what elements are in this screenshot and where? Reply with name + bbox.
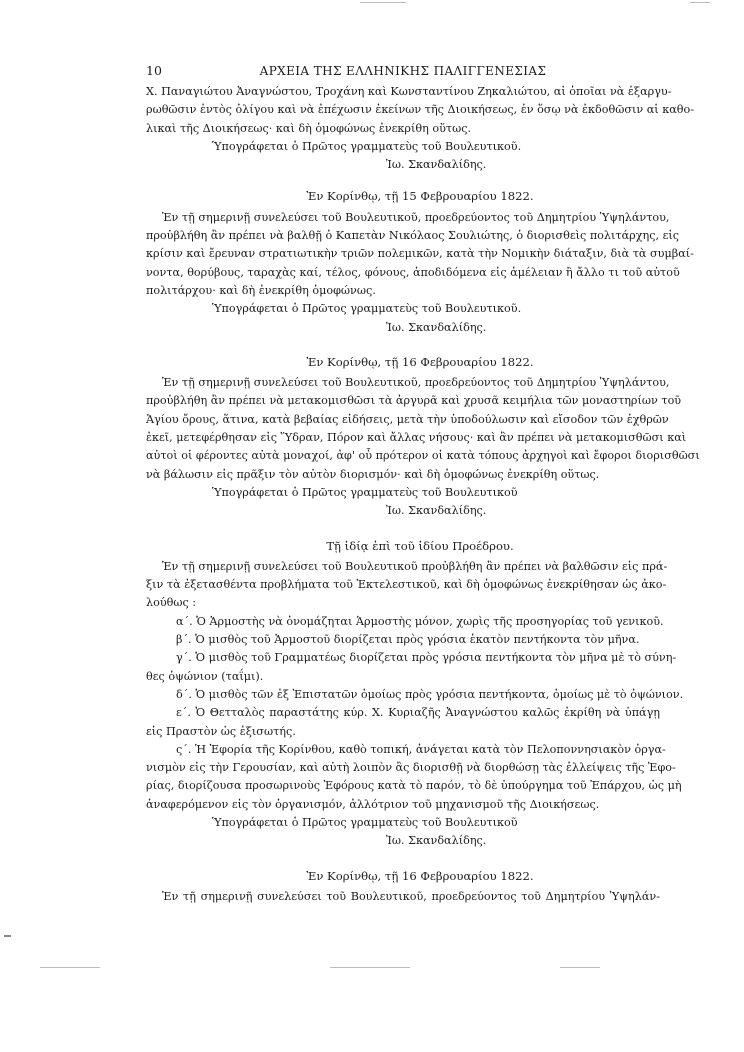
text-line: ξιν τὰ ἐξετασθέντα προβλήματα τοῦ Ἐκτελεστικοῦ, καὶ δὴ ὁμοφώνως ἐνεκρίθησαν ὡς ἀκο- (146, 578, 667, 592)
minute-date-heading: Ἐν Κορίνθῳ, τῇ 16 Φεβρουαρίου 1822. (306, 354, 534, 369)
signature-line: Ὑπογράφεται ὁ Πρῶτος γραμματεὺς τοῦ Βουλευτικοῦ. (212, 139, 522, 153)
signature-line: Ὑπογράφεται ὁ Πρῶτος γραμματεὺς τοῦ Βουλευτικοῦ (212, 815, 518, 829)
running-title: ΑΡΧΕΙΑ ΤΗΣ ΕΛΛΗΝΙΚΗΣ ΠΑΛΙΓΓΕΝΕΣΙΑΣ (259, 64, 547, 78)
scan-edge-mark-bottom-mid (330, 967, 410, 968)
signature-line: Ὑπογράφεται ὁ Πρῶτος γραμματεὺς τοῦ Βουλευτικοῦ. (212, 302, 522, 316)
text-line: Χ. Παναγιώτου Ἀναγνώστου, Τροχάνη καὶ Κωνσταντίνου Ζηκαλιώτου, αἱ ὁποῖαι νὰ ἐξαργυ- (146, 85, 672, 98)
scan-edge-mark-bottom-right (560, 967, 600, 968)
scan-edge-tick-left (4, 935, 11, 937)
signatory-name: Ἰω. Σκανδαλίδης. (386, 834, 487, 848)
minute-date-heading: Ἐν Κορίνθῳ, τῇ 16 Φεβρουαρίου 1822. (306, 868, 534, 883)
text-line: προὐβλήθη ἂν πρέπει νὰ μετακομισθῶσι τὰ ἀργυρᾶ καὶ χρυσᾶ κειμήλια τῶν μοναστηρίων τοῦ (146, 394, 682, 408)
minute-paragraph (146, 209, 694, 300)
text-line: Ἐν τῇ σημερινῇ συνελεύσει τοῦ Βουλευτικοῦ, προεδρεύοντος τοῦ Δημητρίου Ὑψηλάντου, (162, 376, 670, 390)
list-item-continuation: ρίας, διορίζουσα προσωρινοὺς Ἐφόρους κατὰ τὸ παρόν, τὸ δὲ ὑπούργημα τοῦ Ἐπάρχου, ὡς μὴ (146, 779, 682, 793)
document-page (146, 62, 700, 906)
text-line: νὰ βάλωσιν εἰς πρᾶξιν τὸν αὐτὸν διορισμόν· καὶ δὴ ὁμοφώνως ἐνεκρίθη οὕτως. (146, 467, 600, 481)
text-line: Ἐν τῇ σημερινῇ συνελεύσει τοῦ Βουλευτικοῦ, προεδρεύοντος τοῦ Δημητρίου Ὑψηλάντου, (162, 210, 670, 224)
text-line: ἐκεῖ, μετεφέρθησαν εἰς Ὕδραν, Πόρον καὶ ἄλλας νήσους· καὶ ἂν πρέπει νὰ μετακομισθῶσι καὶ (146, 431, 687, 445)
list-item: ε΄. Ὁ Θετταλὸς παραστάτης κύρ. Χ. Κυριαζῆς Ἀναγνώστου καλῶς ἐκρίθη νὰ ὑπάγῃ (176, 706, 660, 720)
list-item-continuation: εἰς Πραστὸν ὡς ἐξισωτής. (146, 724, 296, 738)
signatory-name: Ἰω. Σκανδαλίδης. (386, 320, 487, 334)
continued-paragraph (146, 83, 695, 138)
list-item: β΄. Ὁ μισθὸς τοῦ Ἁρμοστοῦ διορίζεται πρὸς γρόσια ἑκατὸν πεντήκοντα τὸν μῆνα. (176, 633, 640, 647)
text-line: πολιτάρχου· καὶ δὴ ἐνεκρίθη ὁμοφώνως. (146, 283, 376, 297)
text-line: προὐβλήθη ἂν πρέπει νὰ βαλθῇ ὁ Καπετὰν Νικόλαος Σουλιώτης, ὁ διορισθεὶς πολιτάρχης, εἰς (146, 229, 680, 243)
page-header (146, 62, 660, 82)
text-line: νοντα, θορύβους, ταραχὰς καί, τέλος, φόνους, ἀποδιδόμενα εἰς ἀμέλειαν ἢ ἄλλο τι τοῦ αὐτοῦ (146, 265, 680, 279)
minute-paragraph (146, 374, 700, 484)
page-number: 10 (146, 63, 162, 78)
signatory-name: Ἰω. Σκανδαλίδης. (386, 504, 487, 518)
signature-line: Ὑπογράφεται ὁ Πρῶτος γραμματεὺς τοῦ Βουλευτικοῦ (212, 485, 518, 499)
decision-list (146, 613, 684, 814)
text-line: αὐτοὶ οἱ φέροντες αὐτὰ μοναχοί, ἀφ' οὗ πρότερον οἱ κατὰ τόπους ἀρχηγοὶ καὶ ἔφοροι διορισθῶσι (146, 449, 700, 463)
list-item: γ΄. Ὁ μισθὸς τοῦ Γραμματέως διορίζεται πρὸς γρόσια πεντήκοντα τὸν μῆνα μὲ τὸ σύνη- (176, 651, 677, 665)
scan-edge-mark-top (360, 2, 406, 3)
list-item-continuation: θες ὀψώνιον (ταΐμι). (146, 669, 264, 683)
text-line: ρωθῶσιν ἐντὸς ὀλίγου καὶ νὰ ἐπέχωσιν ἐκείνων τῆς Διοικήσεως, ἐν ὅσῳ νὰ ἐκδοθῶσιν αἱ καθο- (146, 103, 695, 117)
list-item: ς΄. Ἡ Ἐφορία τῆς Κορίνθου, καθὸ τοπική, ἀνάγεται κατὰ τὸν Πελοποννησιακὸν ὀργα- (176, 742, 666, 756)
signatory-name: Ἰω. Σκανδαλίδης. (386, 158, 487, 172)
minute-paragraph (146, 558, 668, 613)
text-line: λούθως : (146, 596, 197, 610)
text-line: Ἐν τῇ σημερινῇ συνελεύσει τοῦ Βουλευτικοῦ προὐβλήθη ἂν πρέπει νὰ βαλθῶσιν εἰς πρά- (162, 559, 668, 573)
list-item-continuation: ἀναφερόμενον εἰς τὸν ὀργανισμόν, ἀλλότριον τοῦ μηχανισμοῦ τῆς Διοικήσεως. (146, 797, 600, 811)
scan-edge-mark-top-right (690, 2, 710, 3)
text-line: λικαὶ τῆς Διοικήσεως· καὶ δὴ ὁμοφώνως ἐνεκρίθη οὕτως. (146, 121, 472, 135)
list-item: δ΄. Ὁ μισθὸς τῶν ἐξ Ἐπιστατῶν ὁμοίως πρὸς γρόσια πεντήκοντα, ὁμοίως μὲ τὸ ὀψώνιον. (176, 687, 684, 701)
list-item: α΄. Ὁ Ἁρμοστὴς νὰ ὀνομάζηται Ἁρμοστὴς μόνον, χωρὶς τῆς προσηγορίας τοῦ γενικοῦ. (176, 614, 664, 628)
text-line: κρίσιν καὶ ἔρευναν στρατιωτικὴν τριῶν πολεμικῶν, κατὰ τὴν Νομικὴν διάταξιν, διὰ τὰ συμβαί- (146, 247, 694, 261)
text-line: Ἐν τῇ σημερινῇ συνελεύσει τοῦ Βουλευτικοῦ, προεδρεύοντος τοῦ Δημητρίου Ὑψηλάν- (162, 889, 660, 903)
text-line: Ἁγίου ὄρους, ἅτινα, κατὰ βεβαίας εἰδήσεις, μετὰ τὴν ὑποδούλωσιν καὶ εἴσοδον τῶν ἐχθρῶν (146, 412, 669, 426)
same-day-heading: Τῇ ἰδίᾳ ἐπὶ τοῦ ἰδίου Προέδρου. (326, 538, 514, 553)
scan-edge-mark-bottom-left (40, 967, 100, 968)
list-item-continuation: νισμὸν εἰς τὴν Γερουσίαν, καὶ αὐτὴ λοιπὸν ἂς διορισθῇ νὰ διορθώσῃ τὰς ἐλλείψεις τῆς Ἐφο- (146, 761, 676, 775)
minute-date-heading: Ἐν Κορίνθῳ, τῇ 15 Φεβρουαρίου 1822. (306, 189, 534, 204)
